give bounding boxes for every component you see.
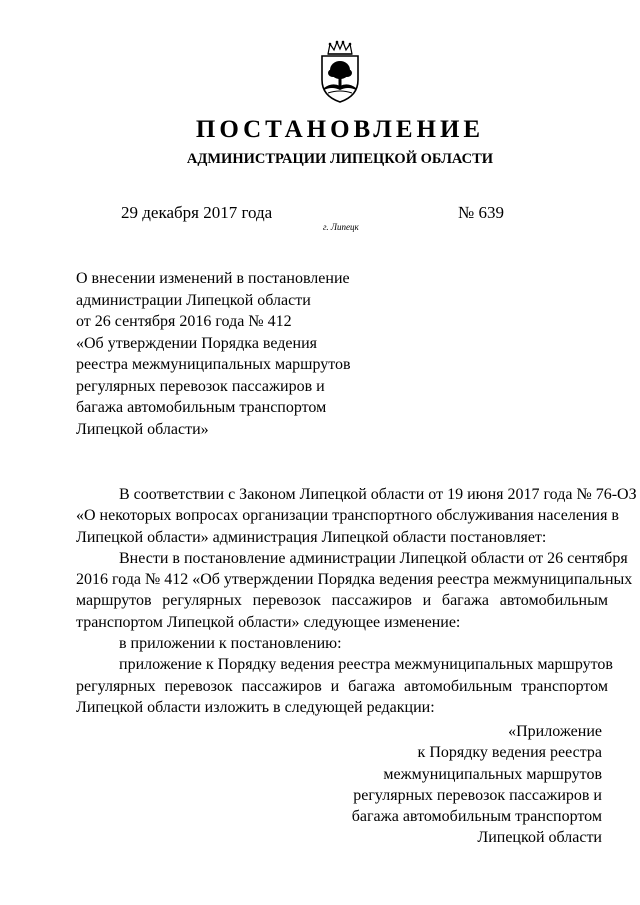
body-line: транспортом Липецкой области» следующее изменение:: [76, 613, 461, 631]
body-line: маршрутов регулярных перевозок пассажиров и багажа автомобильным: [76, 592, 608, 610]
body-line: «О некоторых вопросах организации транспортного обслуживания населения в: [76, 507, 619, 525]
appendix-line: к Порядку ведения реестра: [417, 744, 602, 762]
resolution-heading: [76, 268, 351, 440]
appendix-header: [352, 721, 602, 849]
document-date: 29 декабря 2017 года: [121, 203, 273, 222]
document-city: г. Липецк: [323, 222, 359, 232]
resolution-body: [76, 484, 637, 718]
appendix-line: багажа автомобильным транспортом: [351, 808, 602, 826]
heading-line: регулярных перевозок пассажиров и: [76, 377, 325, 395]
body-line: В соответствии с Законом Липецкой области от 19 июня 2017 года № 76-ОЗ: [119, 486, 637, 503]
heading-line: от 26 сентября 2016 года № 412: [76, 313, 292, 330]
heading-line: Липецкой области»: [76, 420, 209, 438]
appendix-line: межмуниципальных маршрутов: [383, 765, 602, 783]
document-title: ПОСТАНОВЛЕНИЕ: [195, 116, 485, 143]
document-number: № 639: [458, 203, 504, 222]
heading-line: багажа автомобильным транспортом: [76, 399, 327, 416]
body-line: регулярных перевозок пассажиров и багажа автомобильным транспортом: [76, 677, 608, 695]
heading-line: администрации Липецкой области: [76, 291, 311, 309]
document-subtitle: АДМИНИСТРАЦИИ ЛИПЕЦКОЙ ОБЛАСТИ: [186, 151, 494, 167]
appendix-line: регулярных перевозок пассажиров и: [353, 786, 602, 804]
heading-line: «Об утверждении Порядка ведения: [76, 334, 317, 352]
heading-line: реестра межмуниципальных маршрутов: [76, 356, 351, 373]
body-line: Липецкой области изложить в следующей редакции:: [76, 698, 435, 716]
heading-line: О внесении изменений в постановление: [76, 270, 350, 287]
body-line: в приложении к постановлению:: [119, 635, 342, 653]
coat-of-arms-icon: [314, 40, 366, 104]
body-line: Липецкой области» администрация Липецкой области постановляет:: [76, 528, 547, 546]
appendix-line: Липецкой области: [477, 829, 602, 847]
body-line: приложение к Порядку ведения реестра межмуниципальных маршрутов: [119, 656, 613, 674]
body-line: Внести в постановление администрации Липецкой области от 26 сентября: [119, 549, 628, 567]
appendix-line: «Приложение: [508, 723, 602, 740]
body-line: 2016 года № 412 «Об утверждении Порядка ведения реестра межмуниципальных: [76, 571, 633, 589]
